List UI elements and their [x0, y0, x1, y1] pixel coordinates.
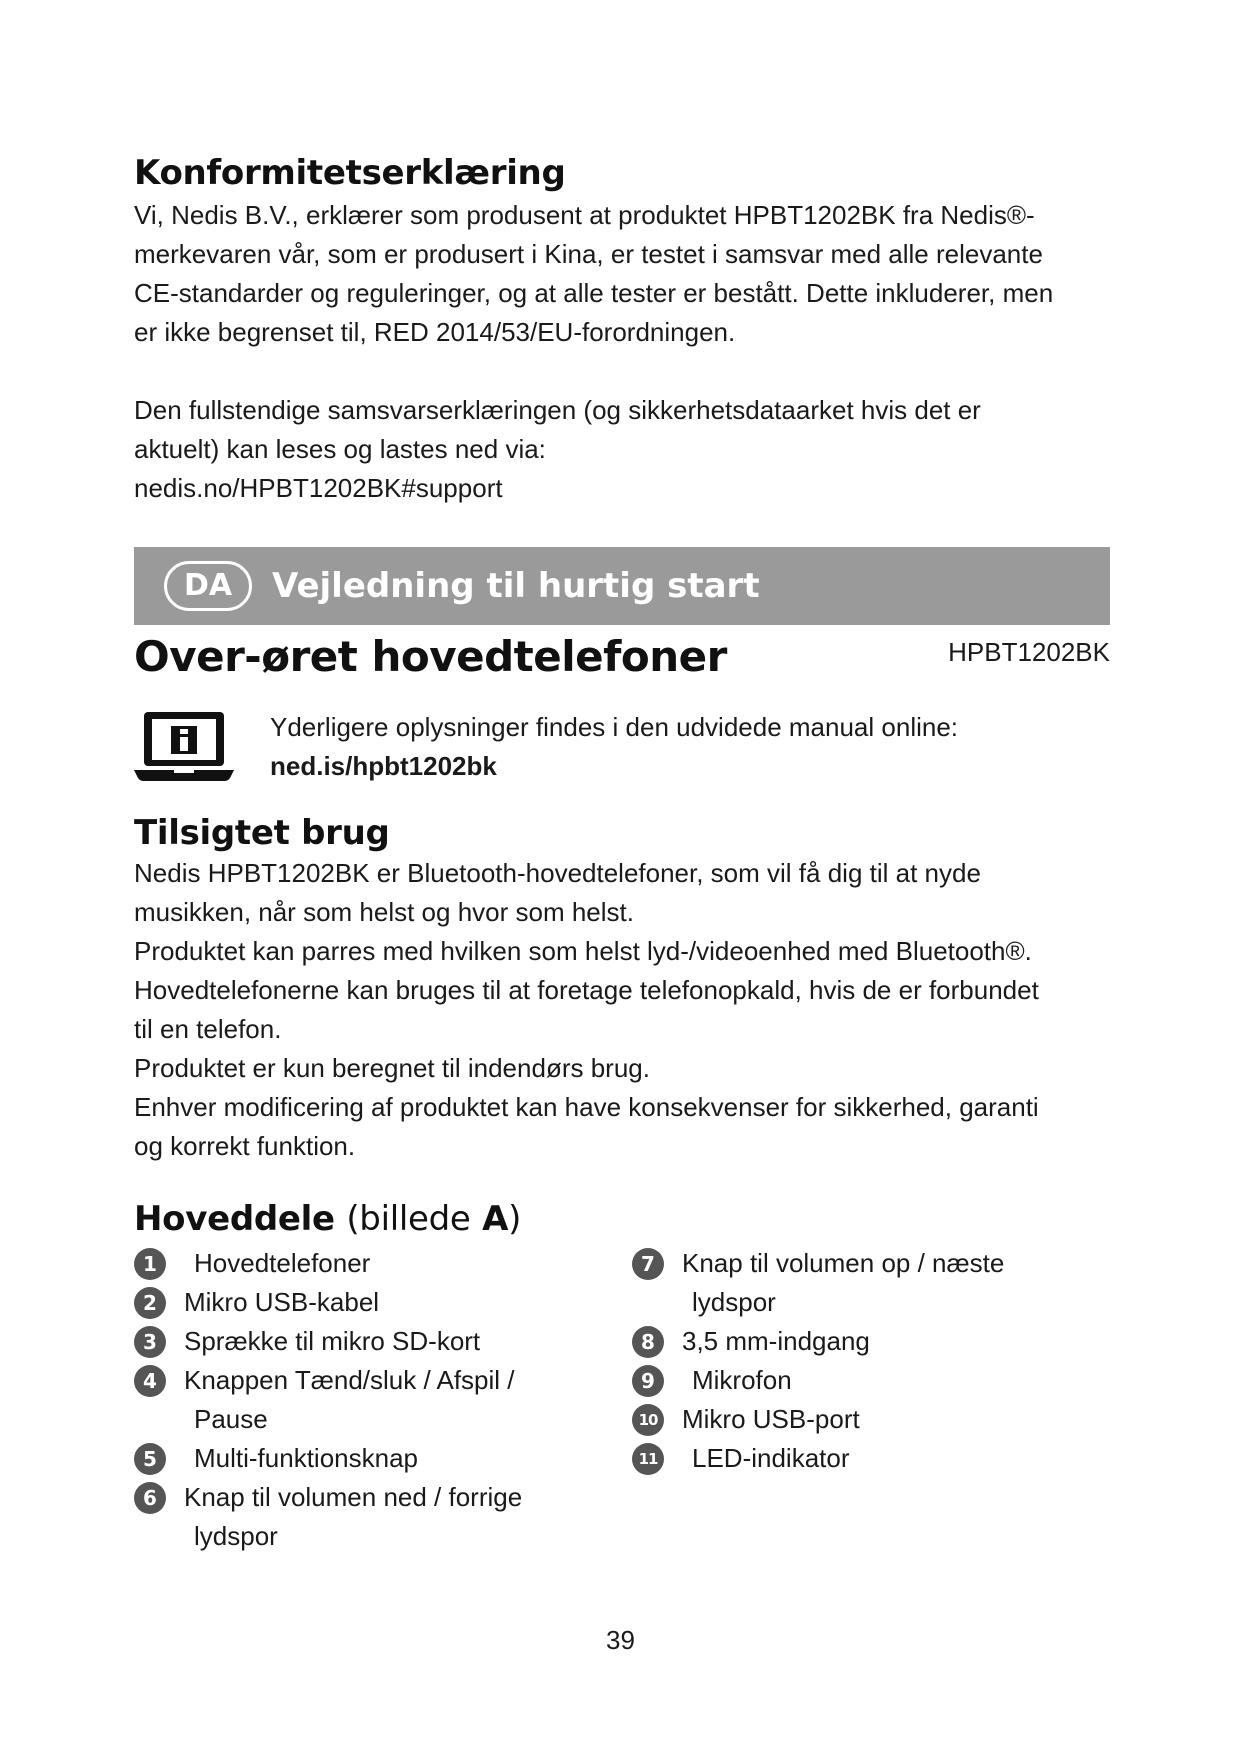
- list-item: [134, 1439, 614, 1478]
- page-number: 39: [606, 1625, 635, 1655]
- main-parts-section: [134, 1198, 1114, 1240]
- text-line: CE-standarder og reguleringer, og at alle tester er bestått. Dette inkluderer, men: [134, 278, 1054, 308]
- language-band: [134, 547, 1110, 625]
- main-parts-heading-ref: (billede: [346, 1199, 471, 1239]
- online-manual-info: [134, 708, 1114, 788]
- text-line: er ikke begrenset til, RED 2014/53/EU-forordningen.: [134, 317, 736, 347]
- list-item: [134, 1361, 614, 1439]
- number-badge: 3: [134, 1326, 166, 1358]
- part-label: Hovedtelefoner: [194, 1248, 371, 1278]
- support-link[interactable]: nedis.no/HPBT1202BK#support: [134, 473, 503, 503]
- text-line: Den fullstendige samsvarserklæringen (og sikkerhetsdataarket hvis det er: [134, 395, 981, 425]
- text-line: merkevaren vår, som er produsert i Kina, er testet i samsvar med alle relevante: [134, 239, 1043, 269]
- conformity-section: [134, 152, 1114, 508]
- product-title: Over-øret hovedtelefoner: [134, 632, 727, 681]
- laptop-info-icon: [134, 710, 234, 782]
- quick-start-title: Vejledning til hurtig start: [272, 566, 760, 606]
- part-label: Knap til volumen ned / forrige: [184, 1482, 523, 1512]
- part-label: Sprække til mikro SD-kort: [184, 1326, 481, 1356]
- part-label-continued: lydspor: [692, 1287, 776, 1317]
- part-label: LED-indikator: [692, 1443, 850, 1473]
- number-badge: 6: [134, 1482, 166, 1514]
- part-label: Knappen Tænd/sluk / Afspil /: [184, 1365, 515, 1395]
- part-label: Multi-funktionsknap: [194, 1443, 418, 1473]
- main-parts-heading-close: ): [508, 1199, 522, 1239]
- list-item: [632, 1244, 1112, 1322]
- number-badge: 11: [632, 1443, 664, 1475]
- main-parts-heading-letter: A: [482, 1199, 509, 1239]
- language-badge: DA: [164, 561, 252, 611]
- number-badge: 10: [632, 1404, 664, 1436]
- number-badge: 4: [134, 1365, 166, 1397]
- number-badge: 1: [134, 1248, 166, 1280]
- main-parts-heading: [134, 1198, 1114, 1240]
- part-label: Mikrofon: [692, 1365, 792, 1395]
- intended-use-section: [134, 812, 1114, 1166]
- list-item: [632, 1400, 1112, 1439]
- part-label-continued: Pause: [194, 1404, 268, 1434]
- part-label: Knap til volumen op / næste: [682, 1248, 1005, 1278]
- text-line: musikken, når som helst og hvor som helst.: [134, 897, 634, 927]
- list-item: [134, 1322, 614, 1361]
- manual-link[interactable]: ned.is/hpbt1202bk: [270, 751, 497, 781]
- text-line: og korrekt funktion.: [134, 1131, 356, 1161]
- number-badge: 9: [632, 1365, 664, 1397]
- text-line: Produktet er kun beregnet til indendørs brug.: [134, 1053, 650, 1083]
- part-label: Mikro USB-port: [682, 1404, 860, 1434]
- part-label-continued: lydspor: [194, 1521, 278, 1551]
- number-badge: 2: [134, 1287, 166, 1319]
- part-label: Mikro USB-kabel: [184, 1287, 380, 1317]
- conformity-paragraph-2: [134, 391, 1114, 508]
- conformity-heading: Konformitetserklæring: [134, 153, 566, 193]
- main-parts-heading-bold: Hoveddele: [134, 1199, 335, 1239]
- text-line: Produktet kan parres med hvilken som helst lyd-/videoenhed med Bluetooth®.: [134, 936, 1032, 966]
- text-line: Enhver modificering af produktet kan have konsekvenser for sikkerhed, garanti: [134, 1092, 1039, 1122]
- text-line: Vi, Nedis B.V., erklærer som produsent at produktet HPBT1202BK fra Nedis®-: [134, 200, 1035, 230]
- list-item: [632, 1439, 1112, 1478]
- list-item: [632, 1361, 1112, 1400]
- number-badge: 7: [632, 1248, 664, 1280]
- parts-column-left: [134, 1244, 614, 1556]
- list-item: [134, 1244, 614, 1283]
- conformity-paragraph-1: [134, 196, 1114, 352]
- model-code: HPBT1202BK: [948, 637, 1110, 667]
- text-line: aktuelt) kan leses og lastes ned via:: [134, 434, 546, 464]
- parts-column-right: [632, 1244, 1112, 1478]
- part-label: 3,5 mm-indgang: [682, 1326, 870, 1356]
- info-text: Yderligere oplysninger findes i den udvidede manual online:: [270, 712, 959, 742]
- intended-use-heading: Tilsigtet brug: [134, 813, 390, 853]
- text-line: Hovedtelefonerne kan bruges til at foretage telefonopkald, hvis de er forbundet: [134, 975, 1039, 1005]
- text-line: Nedis HPBT1202BK er Bluetooth-hovedtelefoner, som vil få dig til at nyde: [134, 858, 981, 888]
- number-badge: 5: [134, 1443, 166, 1475]
- list-item: [632, 1322, 1112, 1361]
- list-item: [134, 1478, 614, 1556]
- list-item: [134, 1283, 614, 1322]
- text-line: til en telefon.: [134, 1014, 282, 1044]
- number-badge: 8: [632, 1326, 664, 1358]
